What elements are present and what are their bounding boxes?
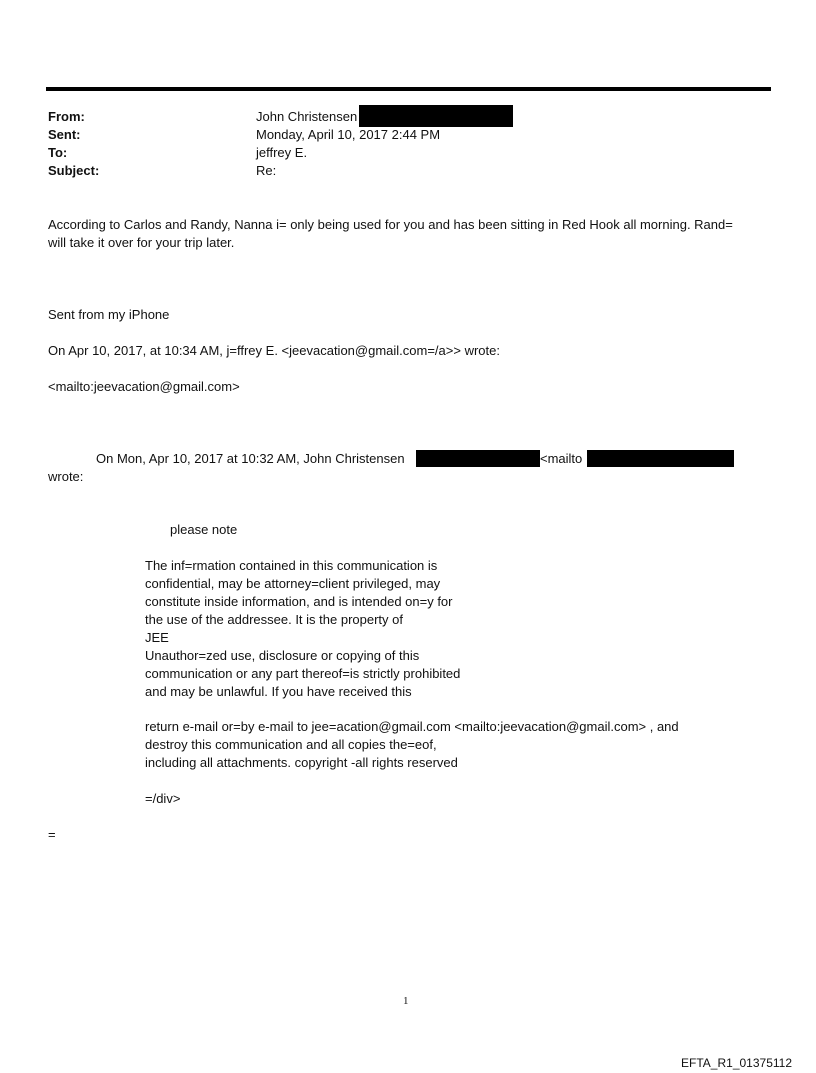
sent-value: Monday, April 10, 2017 2:44 PM: [256, 127, 441, 142]
top-rule: [46, 87, 771, 91]
body-paragraph-line-1: According to Carlos and Randy, Nanna i= only being used for you and has been sitting in Red Hook all morning. Rand=: [48, 217, 733, 232]
from-value: John Christensen: [256, 109, 358, 124]
quote-intro: On Apr 10, 2017, at 10:34 AM, j=ffrey E. <jeevacation@gmail.com=/a>> wrote:: [48, 343, 500, 358]
nested-intro: On Mon, Apr 10, 2017 at 10:32 AM, John Christensen: [96, 451, 405, 466]
subject-label: Subject:: [48, 163, 100, 178]
signature: Sent from my iPhone: [48, 307, 170, 322]
from-label: From:: [48, 109, 85, 124]
disclaimer-line: Unauthor=zed use, disclosure or copying of this: [145, 648, 420, 663]
body-paragraph-line-2: will take it over for your trip later.: [48, 235, 235, 250]
to-label: To:: [48, 145, 68, 160]
disclaimer-line: The inf=rmation contained in this communication is: [145, 558, 438, 573]
please-note: please note: [170, 522, 238, 537]
return-line: destroy this communication and all copies the=eof,: [145, 737, 437, 752]
disclaimer-line: the use of the addressee. It is the property of: [145, 612, 403, 627]
disclaimer-line: confidential, may be attorney=client privileged, may: [145, 576, 441, 591]
return-line: return e-mail or=by e-mail to jee=acation@gmail.com <mailto:jeevacation@gmail.com> , and: [145, 719, 679, 734]
div-close: =/div>: [145, 791, 181, 806]
nested-intro-wrote: wrote:: [48, 469, 84, 484]
redaction-nested-email-1: [416, 450, 540, 467]
nested-intro-mailto: <mailto: [540, 451, 583, 466]
trailing-equals: =: [48, 827, 56, 842]
subject-value: Re:: [256, 163, 277, 178]
redaction-nested-email-2: [587, 450, 734, 467]
disclaimer-line: communication or any part thereof=is strictly prohibited: [145, 666, 461, 681]
document-id: EFTA_R1_01375112: [681, 1056, 792, 1070]
disclaimer-line: constitute inside information, and is intended on=y for: [145, 594, 453, 609]
to-value: jeffrey E.: [256, 145, 308, 160]
return-line: including all attachments. copyright -all rights reserved: [145, 755, 458, 770]
sent-label: Sent:: [48, 127, 81, 142]
disclaimer-line: and may be unlawful. If you have received this: [145, 684, 412, 699]
mailto-line: <mailto:jeevacation@gmail.com>: [48, 379, 240, 394]
page-number: 1: [403, 995, 409, 1007]
disclaimer-line: JEE: [145, 630, 169, 645]
redaction-from-email: [359, 105, 513, 127]
